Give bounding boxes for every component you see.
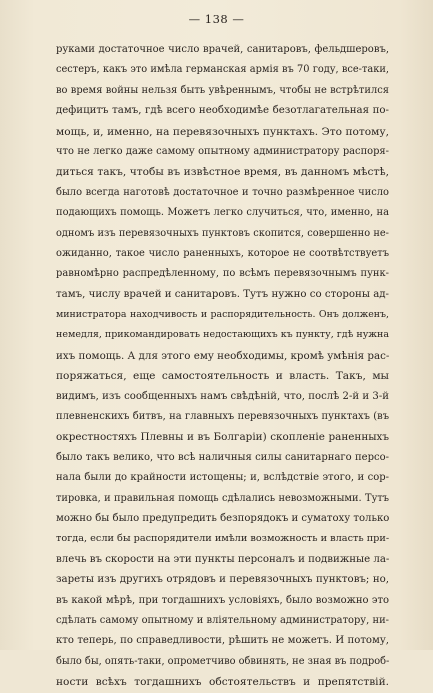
text-line: окрестностяхъ Плевны и въ Болгаріи) скопленіе раненныхъ — [56, 431, 389, 444]
text-line: влечь въ скорости на эти пункты персоналъ и подвижные ла- — [56, 553, 389, 565]
text-line: подающихъ помощь. Можетъ легко случиться, что, именно, на — [56, 207, 389, 219]
text-line: можно бы было предупредить безпорядокъ и суматоху только — [56, 512, 389, 524]
text-line: министратора находчивость и распорядительность. Онъ долженъ, — [56, 309, 389, 321]
text-line: ихъ помощь. А для этого ему необходимы, кромѣ умѣнія рас- — [56, 349, 389, 362]
text-line: было всегда наготовѣ достаточное и точно размѣренное число — [56, 186, 389, 198]
text-line: сдѣлать самому опытному и вліятельному администратору, ни- — [56, 614, 389, 626]
text-line: тогда, если бы распорядители имѣли возможность и власть при- — [56, 533, 389, 545]
text-line: одномъ изъ перевязочныхъ пунктовъ скопится, совершенно не- — [56, 227, 389, 239]
text-line: что не легко даже самому опытному администратору распоря- — [56, 145, 389, 157]
text-line: равномѣрно распредѣленному, по всѣмъ перевязочнымъ пунк- — [56, 268, 389, 280]
text-line: во время войны нельзя быть увѣреннымъ, чтобы не встрѣтился — [56, 84, 389, 96]
text-line: кто теперь, по справедливости, рѣшить не можетъ. И потому, — [56, 635, 389, 647]
text-line: было бы, опять-таки, опрометчиво обвинять, не зная въ подроб- — [56, 655, 389, 667]
text-line: видимъ, изъ сообщенныхъ намъ свѣдѣній, что, послѣ 2-й и 3-й — [56, 390, 389, 402]
text-line: дефицитъ тамъ, гдѣ всего необходимѣе безотлагательная по- — [56, 105, 389, 117]
text-line-last: ности всѣхъ тогдашнихъ обстоятельствъ и препятствій. — [56, 676, 389, 689]
text-line: плевненскихъ битвъ, на главныхъ перевязочныхъ пунктахъ (въ — [56, 411, 389, 423]
text-line: диться такъ, чтобы въ извѣстное время, въ данномъ мѣстѣ, — [56, 166, 389, 179]
text-line: ожиданно, такое число раненныхъ, которое не соотвѣтствуетъ — [56, 247, 389, 259]
text-line: въ какой мѣрѣ, при тогдашнихъ условіяхъ, было возможно это — [56, 594, 389, 606]
text-line: тамъ, числу врачей и санитаровъ. Тутъ нужно со стороны ад- — [56, 288, 389, 300]
body-text — [56, 40, 389, 693]
text-line: мощь, и, именно, на перевязочныхъ пунктахъ. Это потому, — [56, 125, 389, 138]
text-line: нала были до крайности истощены; и, вслѣдствіе этого, и сор- — [56, 472, 389, 484]
text-line: руками достаточное число врачей, санитаровъ, фельдшеровъ, — [56, 44, 389, 55]
text-line: было такъ велико, что всѣ наличныя силы санитарнаго персо- — [56, 451, 389, 463]
text-line: тировка, и правильная помощь сдѣлались невозможными. Тутъ — [56, 492, 389, 504]
text-line: поряжаться, еще самостоятельность и власть. Такъ, мы — [56, 370, 389, 383]
page-number: — 138 — — [188, 12, 245, 26]
text-line: зареты изъ другихъ отрядовъ и перевязочныхъ пунктовъ; но, — [56, 574, 389, 586]
text-line: сестеръ, какъ это имѣла германская армія въ 70 году, все-таки, — [56, 64, 389, 76]
text-line: немедля, прикомандировать недостающихъ къ пункту, гдѣ нужна — [56, 329, 389, 341]
